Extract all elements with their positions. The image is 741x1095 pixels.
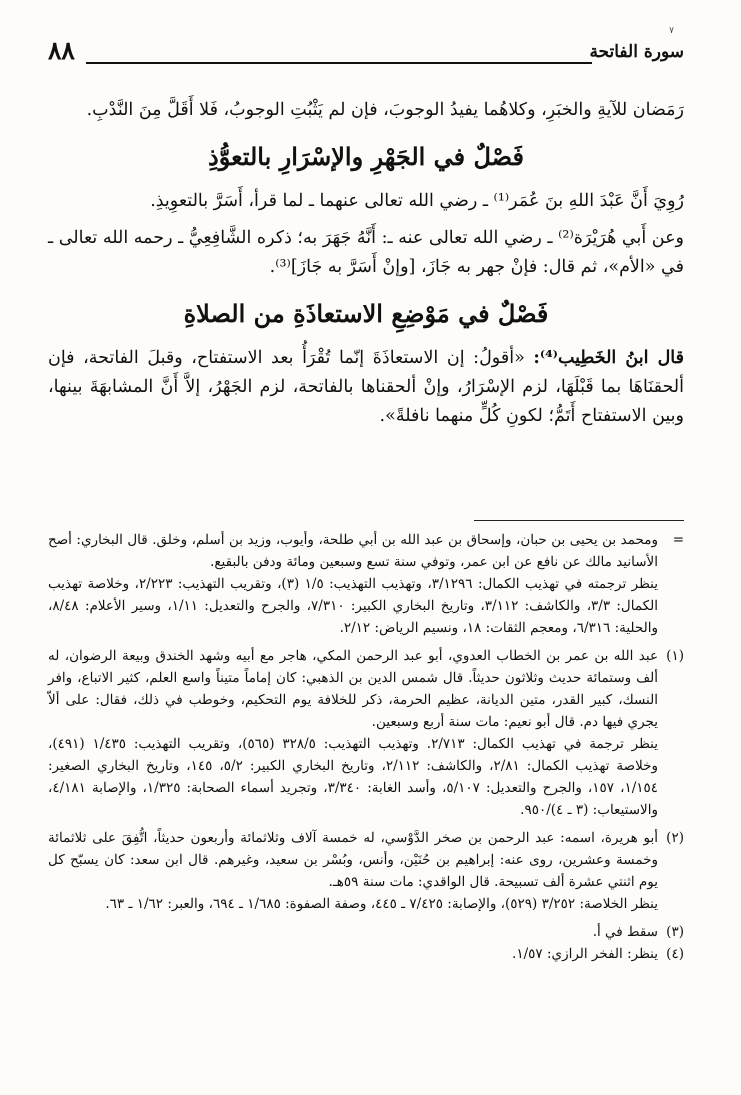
paragraph-ibn-al-khatib	[48, 344, 684, 431]
footnote-references: ينظر الخلاصة: ٣/٢٥٢ (٥٢٩)، والإصابة: ٧/٤٢٥ ـ ٤٤٥، وصفة الصفوة: ١/٦٨٥ ـ ٦٩٤، والعبر: ١/٦٢ ـ ٦٣.	[105, 896, 658, 912]
footnote-text: ومحمد بن يحيى بن حبان، وإسحاق بن عبد الله بن أبي طلحة، وأيوب، وزيد بن أسلم، وخلق. قال البخاري: أصح الأسانيد مالك عن نافع عن ابن عمر، وتوفي سنة تسع وسبعين ومائة ودفن بالبقيع.	[48, 532, 658, 570]
paragraph-abu-hurayra: وعن أَبي هُرَيْرَة⁽²⁾ ـ رضي الله تعالى عنه ـ: أَنَّهُ جَهَرَ به؛ ذكره الشَّافِعِيُّ ـ رحمه الله تعالى ـ في «الأم»، ثم قال: فإنْ جهر به جَازَ، [وإنْ أَسَرَّ به جَازَ]⁽³⁾.	[48, 228, 684, 277]
main-text	[48, 96, 684, 431]
paragraph-ibn-umar: رُوِيَ أَنَّ عَبْدَ اللهِ بنَ عُمَر⁽¹⁾ ـ رضي الله تعالى عنهما ـ لما قرأ، أَسَرَّ بالتعوِيذِ.	[150, 191, 684, 211]
page-number: ٨٨	[48, 36, 75, 65]
header-rule	[86, 62, 592, 64]
footnote-label: (٢)	[666, 830, 684, 846]
footnote-label: (١)	[666, 648, 684, 664]
footnote-1	[48, 645, 684, 821]
footnote-3	[48, 921, 684, 943]
intro-paragraph: رَمَضان للآيةِ والخبَرِ، وكلاهُما يفيدُ الوجوبَ، فإن لم يَثْبُتِ الوجوبُ، فَلا أَقَلَّ مِنَ النَّدْبِ.	[86, 100, 684, 120]
footnote-continued	[48, 529, 684, 639]
footnote-text: ينظر: الفخر الرازي: ١/٥٧.	[512, 946, 658, 962]
surah-mark: ٧	[669, 26, 674, 36]
footnote-text: أبو هريرة، اسمه: عبد الرحمن بن صخر الدَّوْسي، له خمسة آلاف وثلاثمائة وأربعون حديثاً، اتُّفِقَ على ثلاثمائة وخمسة وعشرين، روى عنه: إبراهيم بن حُنَيْن، وأنس، وبُسْر بن سعيد، وغيرهم. قال ابن سعد: كان يسبّح كل يوم اثنتي عشرة ألف تسبيحة. قال الواقدي: مات سنة ٥٩هـ.	[48, 830, 658, 890]
page-header	[48, 26, 684, 70]
paragraph-quote: «أقولُ: إن الاستعاذَةَ إنّما تُقْرَأُ بعد الاستفتاح، وقبلَ الفاتحة، فإن ألحقنَاهَا بما قَبْلَهَا، لزم الإسْرَارُ، وإنْ ألحقناها بالفاتحة، لزم الجَهْرُ، إلاَّ أَنَّ المشابهَةَ بينها، وبين الاستفتاح أَتَمُّ؛ لكونِ كُلٍّ منهما نافلةً».	[48, 348, 684, 426]
surah-title: سورة الفاتحة	[589, 42, 684, 62]
footnote-2	[48, 827, 684, 915]
footnote-text: سقط في أ.	[592, 924, 658, 940]
paragraph-lead: قال ابنُ الخَطِيب⁽⁴⁾:	[533, 348, 684, 368]
footnote-label: (٤)	[666, 946, 684, 962]
footnote-rule	[474, 520, 684, 521]
footnote-references: ينظر ترجمته في تهذيب الكمال: ٣/١٢٩٦، وتهذيب التهذيب: ١/٥ (٣)، وتقريب التهذيب: ٢/٢٢٣، وخلاصة تهذيب الكمال: ٣/٣، والكاشف: ٣/١١٢، وتاريخ البخاري الكبير: ٧/٣١٠، والجرح والتعديل: ١/١١، وسير الأعلام: ٨/٤٨، والحلية: ٦/٣١٦، ومعجم الثقات: ١٨، ونسيم الرياض: ٢/١٢.	[48, 576, 659, 636]
footnote-label: =	[672, 532, 684, 548]
footnotes	[48, 520, 684, 965]
section-heading-recitation: فَصْلٌ في الجَهْرِ والإسْرَارِ بالتعوُّذِ	[208, 142, 524, 171]
section-heading-position: فَصْلٌ في مَوْضِعِ الاستعاذَةِ من الصلاةِ	[183, 299, 549, 328]
footnote-references: ينظر ترجمة في تهذيب الكمال: ٢/٧١٣. وتهذيب التهذيب: ٣٢٨/٥ (٥٦٥)، وتقريب التهذيب: ١/٤٣٥ (٤٩١)، وخلاصة تهذيب الكمال: ٢/٨١، والكاشف: ٢/١١٢، وتاريخ البخاري الكبير: ٥/٢، ١٤٥، وتاريخ البخاري الصغير: ١/١٥٤، ١٥٧، والجرح والتعديل: ٥/١٠٧، وأسد الغابة: ٣/٣٤٠، وتجريد أسماء الصحابة: ١/٣٢٥، والإصابة ٤/١٨١، والاستيعاب: (٣ ـ ٤)/٩٥٠.	[48, 736, 659, 818]
book-page	[48, 28, 684, 1078]
footnote-label: (٣)	[666, 924, 684, 940]
footnote-text: عبد الله بن عمر بن الخطاب العدوي، أبو عبد الرحمن المكي، هاجر مع أبيه وشهد الخندق وبيعة الرضوان، له ألف وستمائة حديث وثلاثون حديثاً. قال شمس الدين بن الذهبي: كان إماماً متيناً واسع العلم، كثير الاتباع، وافر النسك، كبير القدر، متين الديانة، عظيم الحرمة، ذكر للخلافة يوم التحكيم، وخوطب في ذلك، فقال: على ألاّ يجري فيها دم. قال أبو نعيم: مات سنة أربع وسبعين.	[48, 648, 658, 730]
footnote-4	[48, 943, 684, 965]
